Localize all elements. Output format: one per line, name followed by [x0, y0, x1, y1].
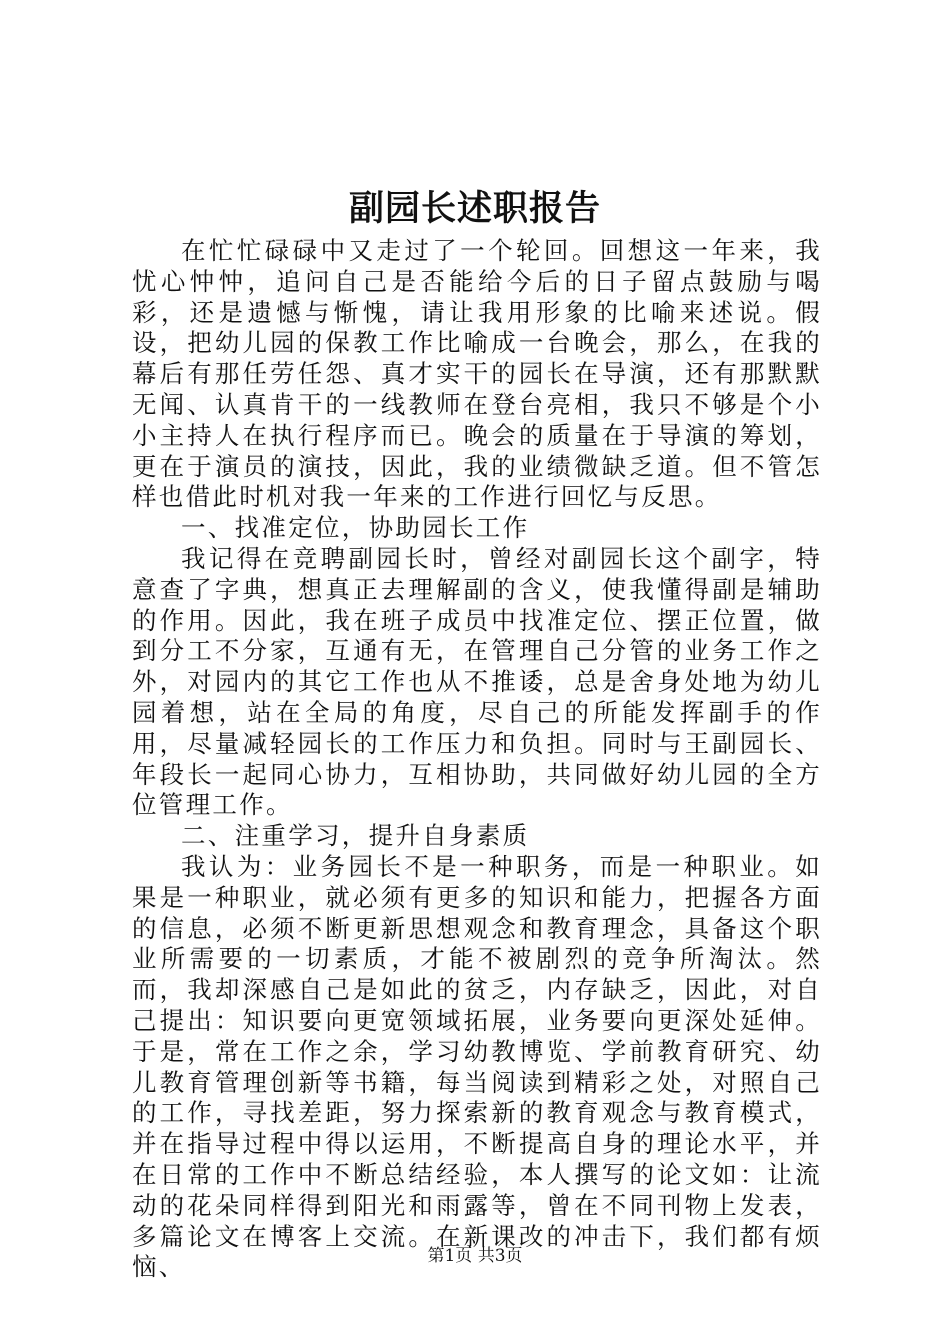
paragraph-section-1: 我记得在竞聘副园长时，曾经对副园长这个副字，特意查了字典，想真正去理解副的含义，使我懂得副是辅助的作用。因此，我在班子成员中找准定位、摆正位置，做到分工不分家，互通有无，在管理自己分管的业务工作之外，对园内的其它工作也从不推诿，总是舍身处地为幼儿园着想，站在全局的角度，尽自己的所能发挥副手的作用，尽量减轻园长的工作压力和负担。同时与王副园长、年段长一起同心协力，互相协助，共同做好幼儿园的全方位管理工作。 — [132, 543, 822, 820]
section-heading-1: 一、找准定位，协助园长工作 — [181, 513, 530, 543]
section-heading-2: 二、注重学习，提升自身素质 — [181, 821, 530, 851]
paragraph-section-2: 我认为：业务园长不是一种职务，而是一种职业。如果是一种职业，就必须有更多的知识和能力，把握各方面的信息，必须不断更新思想观念和教育理念，具备这个职业所需要的一切素质，才能不被剧烈的竞争所淘汰。然而，我却深感自己是如此的贫乏，内存缺乏，因此，对自己提出：知识要向更宽领域拓展，业务要向更深处延伸。于是，常在工作之余，学习幼教博览、学前教育研究、幼儿教育管理创新等书籍，每当阅读到精彩之处，对照自己的工作，寻找差距，努力探索新的教育观念与教育模式，并在指导过程中得以运用，不断提高自身的理论水平，并在日常的工作中不断总结经验，本人撰写的论文如：让流动的花朵同样得到阳光和雨露等，曾在不同刊物上发表，多篇论文在博客上交流。在新课改的冲击下，我们都有烦恼、 — [132, 851, 822, 1282]
page-number-footer: 第1页 共3页 — [427, 1246, 523, 1266]
document-body — [132, 236, 822, 1283]
document-title: 副园长述职报告 — [348, 188, 601, 229]
paragraph-intro: 在忙忙碌碌中又走过了一个轮回。回想这一年来，我忧心忡忡，追问自己是否能给今后的日子留点鼓励与喝彩，还是遗憾与惭愧，请让我用形象的比喻来述说。假设，把幼儿园的保教工作比喻成一台晚会，那么，在我的幕后有那任劳任怨、真才实干的园长在导演，还有那默默无闻、认真肯干的一线教师在登台亮相，我只不够是个小小主持人在执行程序而已。晚会的质量在于导演的筹划，更在于演员的演技，因此，我的业绩微缺乏道。但不管怎样也借此时机对我一年来的工作进行回忆与反思。 — [132, 236, 822, 512]
